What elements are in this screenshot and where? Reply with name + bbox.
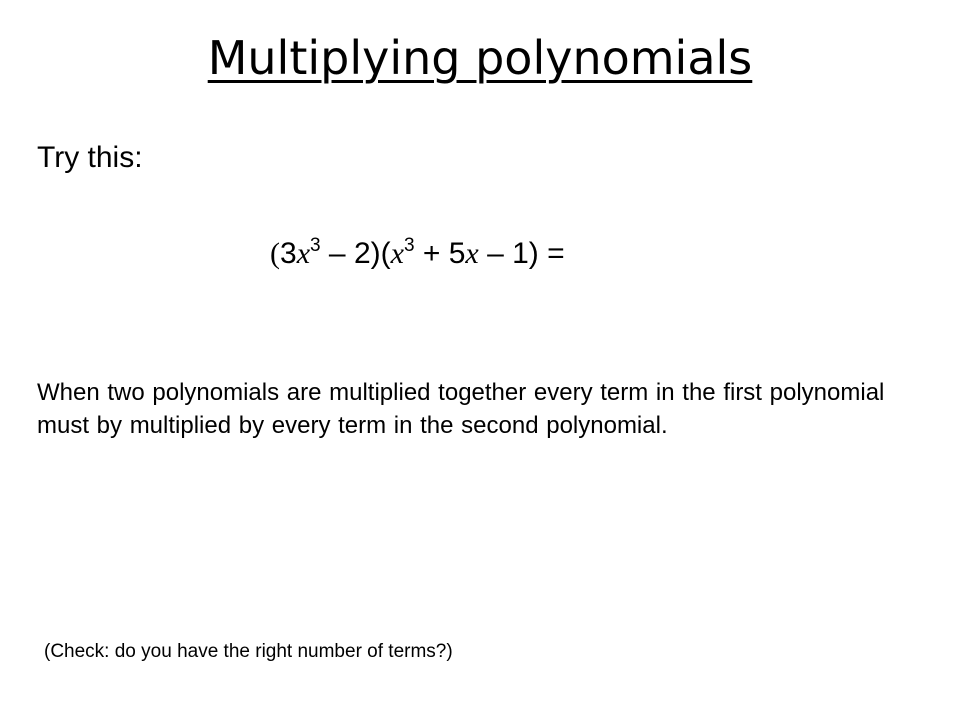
equation-exponent: 3 [403,235,415,256]
equation-coefficient: 3 [280,237,297,270]
equation-exponent: 3 [310,235,321,256]
equation-variable: x [465,237,479,270]
equation-middle-part: + 5 [414,237,466,270]
explanation-paragraph: When two polynomials are multiplied together every term in the first polynomial must by multiplied by every term in the second polynomial. [37,379,885,439]
equation-variable: x [390,237,404,270]
equation-variable: x [296,237,311,270]
try-this-label: Try this: [37,141,143,174]
polynomial-equation [270,234,565,274]
slide-title: Multiplying polynomials [207,31,753,85]
equation-open-paren: ( [270,237,280,270]
equation-end-part: – 1) = [478,237,565,270]
equation-middle-part: – 2)( [320,237,391,270]
check-note: (Check: do you have the right number of terms?) [44,641,453,662]
